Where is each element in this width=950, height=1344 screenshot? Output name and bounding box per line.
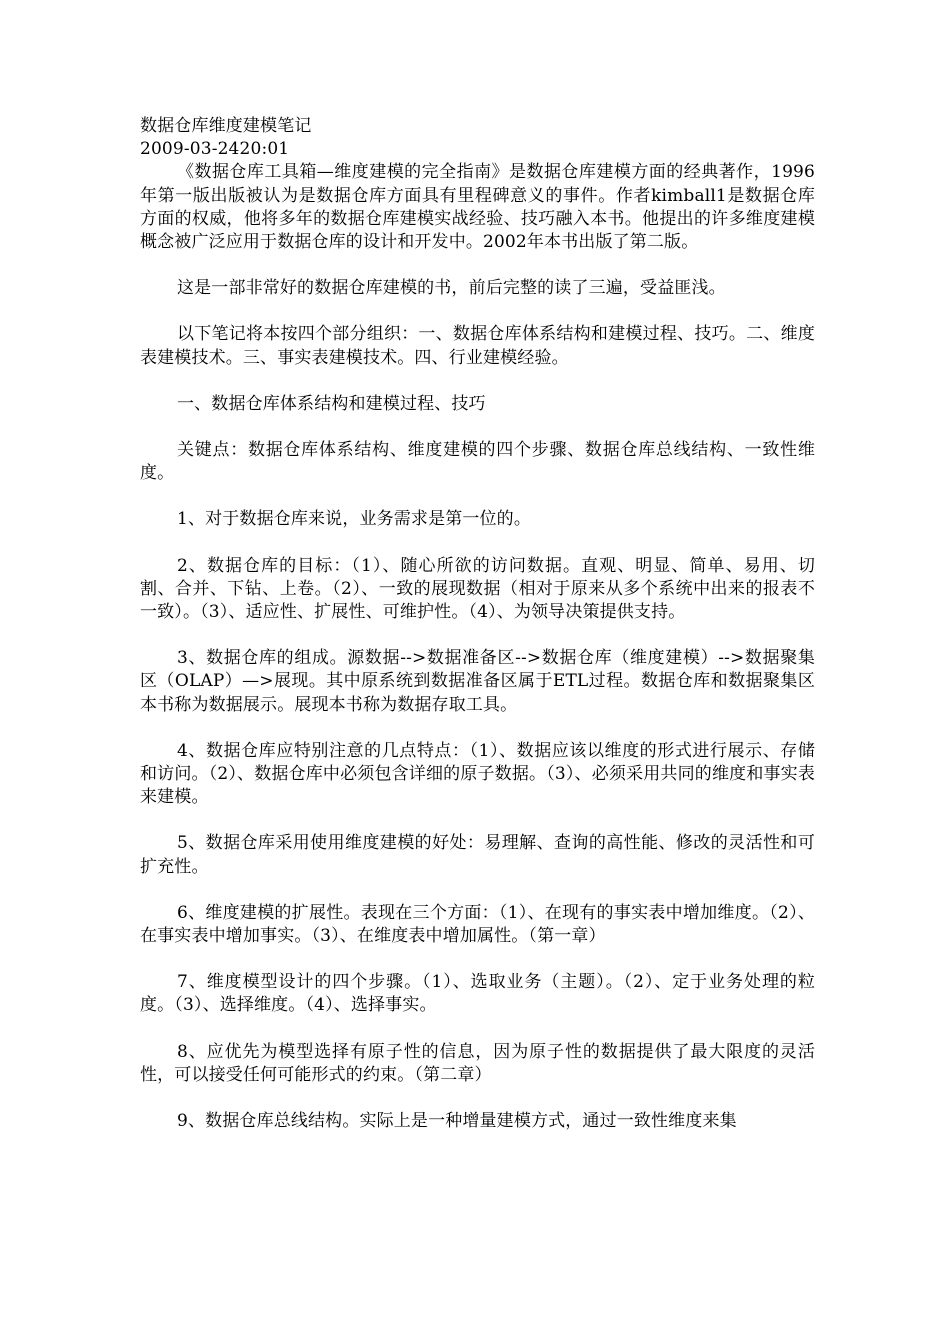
paragraph-intro: 《数据仓库工具箱—维度建模的完全指南》是数据仓库建模方面的经典著作，1996年第一版出版被认为是数据仓库方面具有里程碑意义的事件。作者kimball1是数据仓库方面的权威，他将多年的数据仓库建模实战经验、技巧融入本书。他提出的许多维度建模概念被广泛应用于数据仓库的设计和开发中。2002年本书出版了第二版。	[140, 162, 815, 253]
list-item: 1、对于数据仓库来说，业务需求是第一位的。	[177, 509, 531, 530]
list-item: 4、数据仓库应特别注意的几点特点：（1）、数据应该以维度的形式进行展示、存储和访问。（2）、数据仓库中必须包含详细的原子数据。（3）、必须采用共同的维度和事实表来建模。	[140, 740, 815, 808]
paragraph-outline: 以下笔记将本按四个部分组织：一、数据仓库体系结构和建模过程、技巧。二、维度表建模技术。三、事实表建模技术。四、行业建模经验。	[140, 324, 815, 368]
list-item: 3、数据仓库的组成。源数据-->数据准备区-->数据仓库（维度建模）-->数据聚集区（OLAP）—>展现。其中原系统到数据准备区属于ETL过程。数据仓库和数据聚集区本书称为数据展示。展现本书称为数据存取工具。	[140, 648, 815, 715]
list-item: 9、数据仓库总线结构。实际上是一种增量建模方式，通过一致性维度来集	[177, 1111, 737, 1132]
paragraph-review: 这是一部非常好的数据仓库建模的书，前后完整的读了三遍，受益匪浅。	[177, 278, 726, 299]
list-item: 6、维度建模的扩展性。表现在三个方面：（1）、在现有的事实表中增加维度。（2）、在事实表中增加事实。（3）、在维度表中增加属性。（第一章）	[140, 902, 815, 947]
section-heading-1: 一、数据仓库体系结构和建模过程、技巧	[177, 393, 486, 414]
list-item: 2、数据仓库的目标：（1）、随心所欲的访问数据。直观、明显、简单、易用、切割、合并、下钻、上卷。（2）、一致的展现数据（相对于原来从多个系统中出来的报表不一致）。（3）、适应性、扩展性、可维护性。（4）、为领导决策提供支持。	[140, 555, 815, 623]
list-item: 5、数据仓库采用使用维度建模的好处：易理解、查询的高性能、修改的灵活性和可扩充性。	[140, 833, 815, 877]
document-title: 数据仓库维度建模笔记	[140, 116, 312, 136]
document-body	[140, 115, 815, 1133]
list-item: 7、维度模型设计的四个步骤。（1）、选取业务（主题）。（2）、定于业务处理的粒度。（3）、选择维度。（4）、选择事实。	[140, 972, 815, 1016]
list-item: 8、应优先为模型选择有原子性的信息，因为原子性的数据提供了最大限度的灵活性，可以接受任何可能形式的约束。（第二章）	[140, 1041, 815, 1085]
paragraph-key-points: 关键点：数据仓库体系结构、维度建模的四个步骤、数据仓库总线结构、一致性维度。	[140, 440, 815, 484]
document-date: 2009-03-2420:01	[140, 139, 290, 160]
